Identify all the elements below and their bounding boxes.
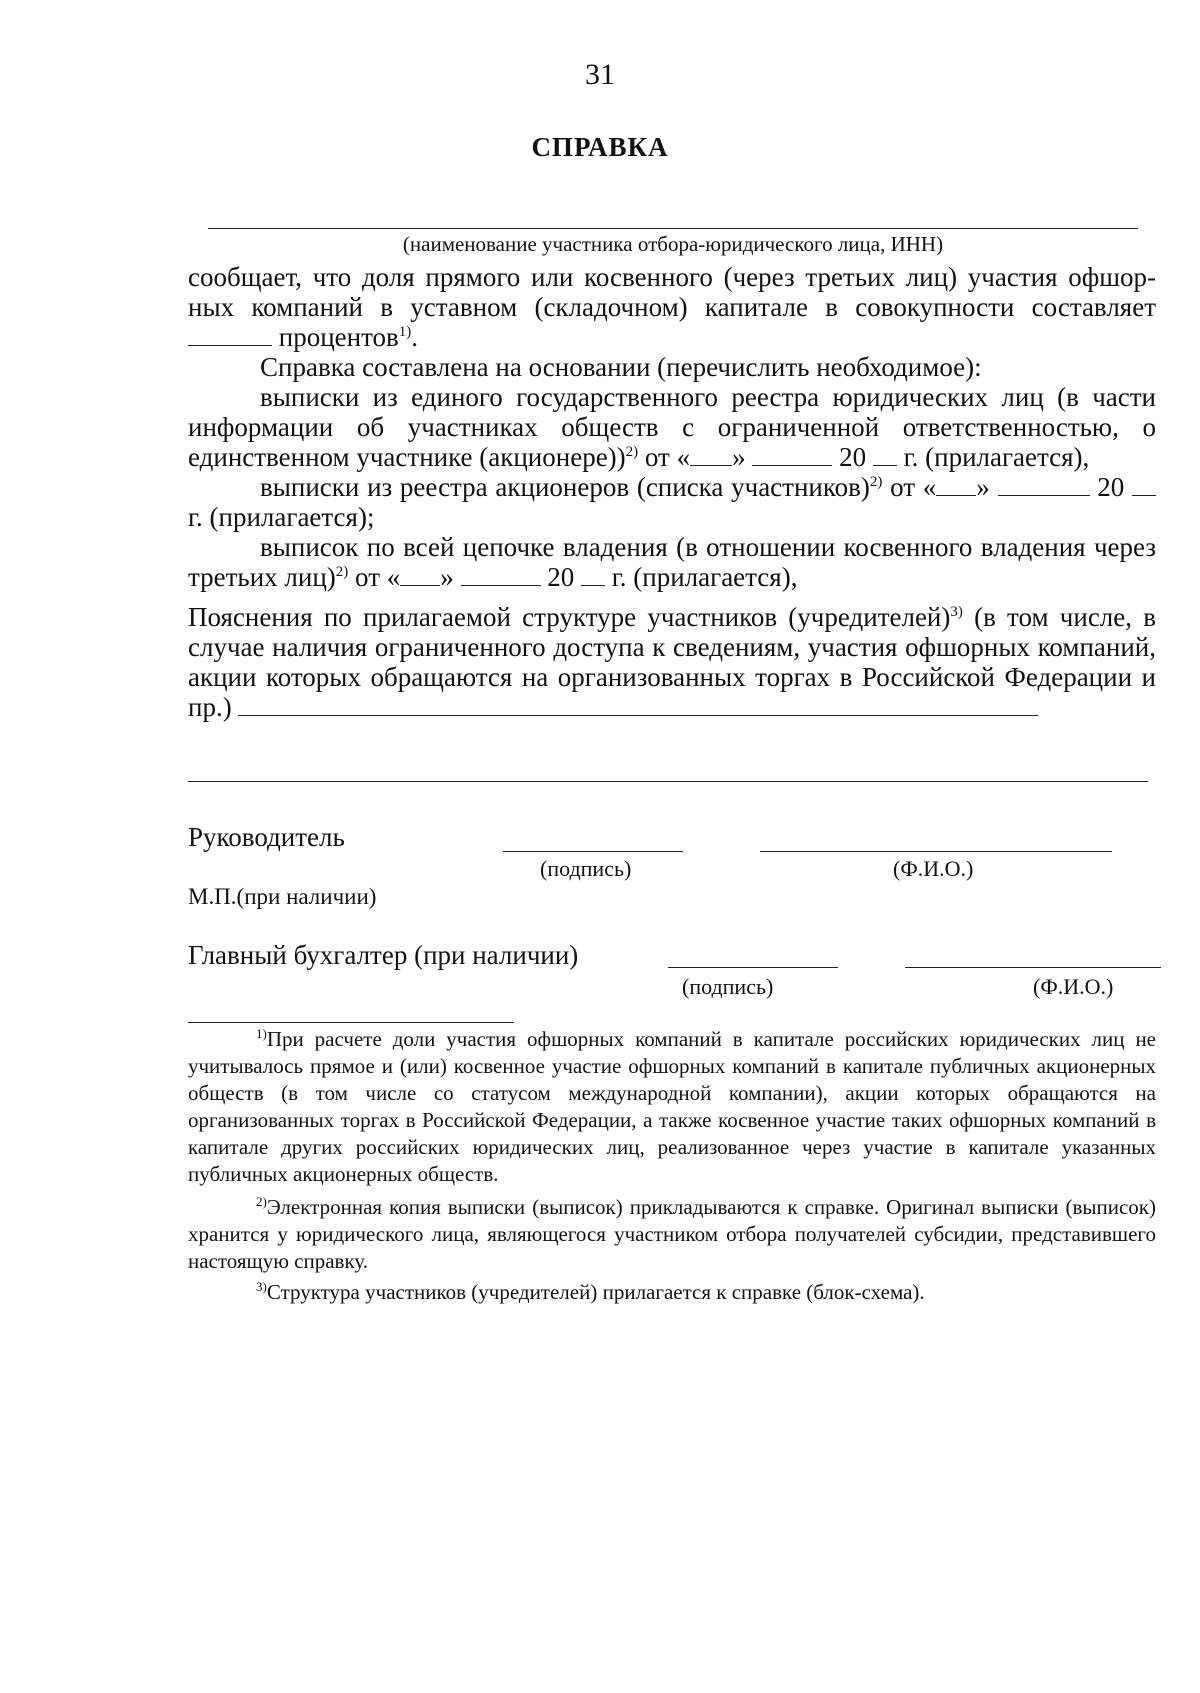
explanations: Пояснения по прилагаемой структуре участников (учредителей)$^{3)}$ (в том числе, в случае наличия ограниченного доступа к сведениям, участия офшорных компаний, акции которых обращаются на организованных торгах в Российской Федерации и пр.)	[188, 602, 1156, 722]
footnote-1: $^{1)}$При расчете доли участия офшорных компаний в капитале российских юридических лиц не учитывалось прямое и (или) косвенное участие офшорных компаний в капитале публичных акционерных обществ (в том числе со статусом международной компании), акции которых обращаются на организованных торгах в Российской Федерации, а также косвенное участие таких офшорных компаний в капитале других российских юридических лиц, реализованное через участие в капитале указанных публичных акционерных обществ.	[188, 1026, 1156, 1186]
month-blank-2	[998, 473, 1090, 496]
head-signature-caption: (подпись)	[540, 856, 632, 881]
organization-caption: (наименование участника отбора-юридического лица, ИНН)	[402, 232, 944, 256]
day-blank-3	[400, 563, 440, 586]
percent-blank	[188, 323, 272, 346]
accountant-fio-caption: (Ф.И.О.)	[1033, 974, 1114, 999]
head-fio-caption: (Ф.И.О.)	[893, 856, 974, 881]
explanations-line-2	[188, 781, 1148, 782]
footnote-3: $^{3)}$Структура участников (учредителей) прилагается к справке (блок-схема).	[256, 1279, 925, 1304]
accountant-signature-caption: (подпись)	[682, 974, 774, 999]
accountant-fio-line	[905, 967, 1161, 968]
footnote-2: $^{2)}$Электронная копия выписки (выписок) прикладываются к справке. Оригинал выписки (выписок) хранится у юридического лица, являющегося участником отбора получателей субсидии, представившего настоящую справку.	[188, 1194, 1156, 1273]
head-fio-line	[760, 851, 1112, 852]
item-shareholders: выписки из реестра акционеров (списка участников)$^{2)}$ от « » 20 г. (прилагается);	[188, 472, 1156, 532]
para2: Справка составлена на основании (перечислить необходимое):	[260, 352, 982, 382]
month-blank-3	[461, 563, 541, 586]
footnotes	[188, 1026, 1156, 1306]
stamp-label: М.П.(при наличии)	[188, 884, 377, 909]
head-label: Руководитель	[188, 822, 345, 852]
main-text	[188, 262, 1156, 722]
para1-line2: ных компаний в уставном (складочном) капитале в совокупности составляет	[188, 292, 1156, 322]
document-title: СПРАВКА	[531, 132, 669, 162]
explanations-blank	[238, 693, 1038, 716]
year-blank-3	[581, 563, 605, 586]
head-signature-line	[503, 851, 683, 852]
day-blank-1	[690, 443, 732, 466]
year-blank-1	[873, 443, 897, 466]
year-blank-2	[1132, 473, 1156, 496]
footnote-separator	[188, 1022, 514, 1023]
item-egrul: выписки из единого государственного реестра юридических лиц (в части информации об участниках обществ с ограниченной ответственностью, о единственном участнике (акционере))$^{2)}$ от « » 20 г. (прилагается),	[188, 382, 1156, 472]
item-ownership-chain: выписок по всей цепочке владения (в отношении косвенного владения через третьих лиц)$^{2)}$ от « » 20 г. (прилагается),	[188, 532, 1156, 592]
month-blank-1	[752, 443, 832, 466]
organization-name-line	[208, 228, 1138, 229]
page-number: 31	[585, 58, 615, 91]
day-blank-2	[936, 473, 976, 496]
accountant-signature-line	[668, 967, 838, 968]
para1-line3: процентов$^{1)}$.	[188, 322, 1156, 352]
para1-line1: сообщает, что доля прямого или косвенного (через третьих лиц) участия офшор-	[188, 262, 1156, 292]
accountant-label: Главный бухгалтер (при наличии)	[188, 940, 579, 970]
